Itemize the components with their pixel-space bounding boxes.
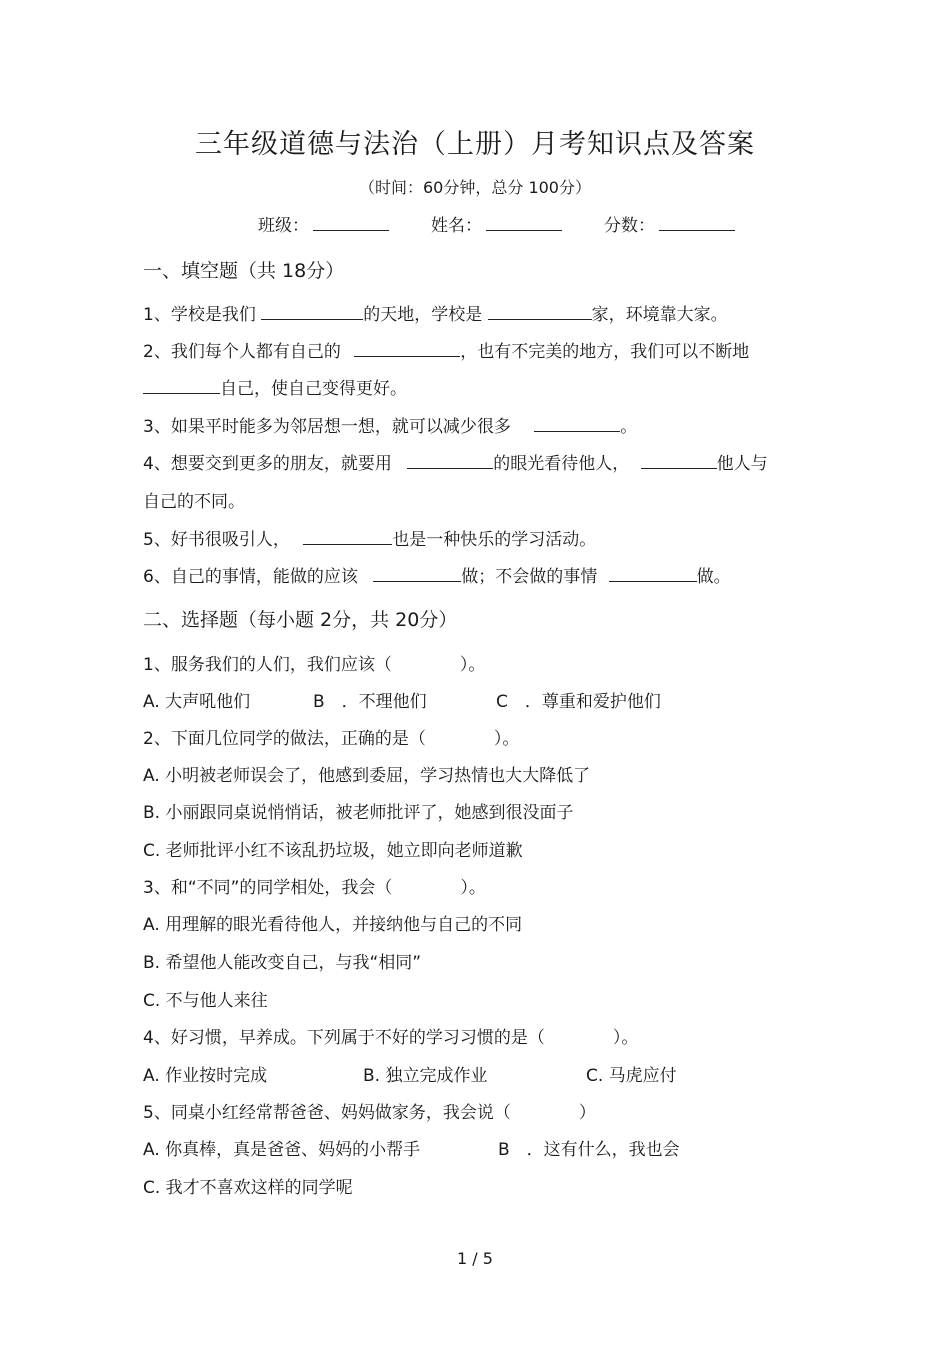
q3-blank-1[interactable] [534, 417, 620, 432]
score-label: 分数： [604, 216, 655, 236]
choice-q2-option-c[interactable]: C. 老师批评小红不该乱扔垃圾，她立即向老师道歉 [143, 841, 523, 861]
q5-blank-1[interactable] [303, 530, 392, 545]
choice-q2-option-a[interactable]: A. 小明被老师误会了，他感到委屈，学习热情也大大降低了 [143, 766, 591, 786]
choice-q4-option-c[interactable]: C. 马虎应付 [586, 1066, 677, 1086]
exam-title: 三年级道德与法治（上册）月考知识点及答案 [195, 129, 755, 160]
fill-question-5 [143, 525, 596, 550]
section1-heading: 一、填空题（共 18分） [143, 260, 345, 282]
q6-text-a: 6、自己的事情，能做的应该 [143, 567, 358, 587]
choice-q5-option-c[interactable]: C. 我才不喜欢这样的同学呢 [143, 1178, 353, 1198]
page-number: 1 / 5 [457, 1249, 493, 1268]
fill-question-3 [143, 412, 637, 437]
choice-q2-option-b[interactable]: B. 小丽跟同桌说悄悄话，被老师批评了，她感到很没面子 [143, 803, 574, 823]
class-blank[interactable] [313, 216, 389, 231]
choice-q1-option-a[interactable]: A. 大声吼他们 [143, 692, 251, 712]
section2-heading: 二、选择题（每小题 2分，共 20分） [143, 609, 458, 631]
q6-blank-1[interactable] [373, 567, 461, 582]
q5-text-a: 5、好书很吸引人， [143, 530, 290, 550]
q3-text-a: 3、如果平时能多为邻居想一想，就可以减少很多 [143, 417, 511, 437]
q1-blank-1[interactable] [261, 305, 363, 320]
choice-question-4-stem: 4、好习惯，早养成。下列属于不好的学习习惯的是（ ）。 [143, 1028, 639, 1048]
q1-text-b: 的天地，学校是 [363, 305, 483, 325]
choice-question-2-stem: 2、下面几位同学的做法，正确的是（ ）。 [143, 729, 520, 749]
q2-text-b: ，也有不完美的地方，我们可以不断地 [460, 342, 750, 362]
score-blank[interactable] [659, 216, 735, 231]
fill-question-6 [143, 562, 731, 587]
choice-q1-option-b[interactable]: B ．不理他们 [313, 692, 427, 712]
q5-text-b: 也是一种快乐的学习活动。 [392, 530, 597, 550]
fill-question-2-cont [143, 374, 407, 399]
q1-blank-2[interactable] [488, 305, 592, 320]
choice-q4-option-b[interactable]: B. 独立完成作业 [363, 1066, 488, 1086]
score-field [604, 211, 735, 236]
choice-q3-option-b[interactable]: B. 希望他人能改变自己，与我“相同” [143, 953, 422, 973]
class-label: 班级： [258, 216, 309, 236]
fill-question-1 [143, 300, 728, 325]
fill-question-4-cont: 自己的不同。 [143, 492, 245, 512]
q2-blank-1[interactable] [354, 342, 460, 357]
q4-text-c: 他人与 [716, 454, 768, 474]
q6-text-c: 做。 [696, 567, 731, 587]
q2-text-a: 2、我们每个人都有自己的 [143, 342, 341, 362]
choice-q4-option-a[interactable]: A. 作业按时完成 [143, 1066, 268, 1086]
fill-question-4 [143, 449, 768, 474]
choice-question-5-stem: 5、同桌小红经常帮爸爸、妈妈做家务，我会说（ ） [143, 1103, 596, 1123]
q4-text-b: 的眼光看待他人， [493, 454, 630, 474]
q2-text-c: 自己，使自己变得更好。 [220, 379, 407, 399]
choice-q3-option-c[interactable]: C. 不与他人来往 [143, 991, 268, 1011]
q2-blank-2[interactable] [143, 379, 220, 394]
fill-question-2 [143, 337, 749, 362]
q4-blank-2[interactable] [641, 454, 717, 469]
name-field [431, 211, 562, 236]
choice-q5-option-b[interactable]: B ．这有什么，我也会 [498, 1140, 680, 1160]
choice-q3-option-a[interactable]: A. 用理解的眼光看待他人，并接纳他与自己的不同 [143, 915, 523, 935]
choice-question-3-stem: 3、和“不同”的同学相处，我会（ ）。 [143, 878, 486, 898]
q6-blank-2[interactable] [609, 567, 697, 582]
q1-text-c: 家，环境靠大家。 [591, 305, 728, 325]
choice-question-1-stem: 1、服务我们的人们，我们应该（ ）。 [143, 655, 486, 675]
q4-blank-1[interactable] [407, 454, 493, 469]
class-field [258, 211, 389, 236]
name-blank[interactable] [486, 216, 562, 231]
q3-text-b: 。 [620, 417, 638, 437]
choice-q1-option-c[interactable]: C ．尊重和爱护他们 [496, 692, 661, 712]
name-label: 姓名： [431, 216, 482, 236]
q1-text-a: 1、学校是我们 [143, 305, 256, 325]
exam-subtitle: （时间：60分钟，总分 100分） [359, 178, 591, 197]
q4-text-a: 4、想要交到更多的朋友，就要用 [143, 454, 392, 474]
q6-text-b: 做；不会做的事情 [461, 567, 598, 587]
choice-q5-option-a[interactable]: A. 你真棒，真是爸爸、妈妈的小帮手 [143, 1140, 421, 1160]
